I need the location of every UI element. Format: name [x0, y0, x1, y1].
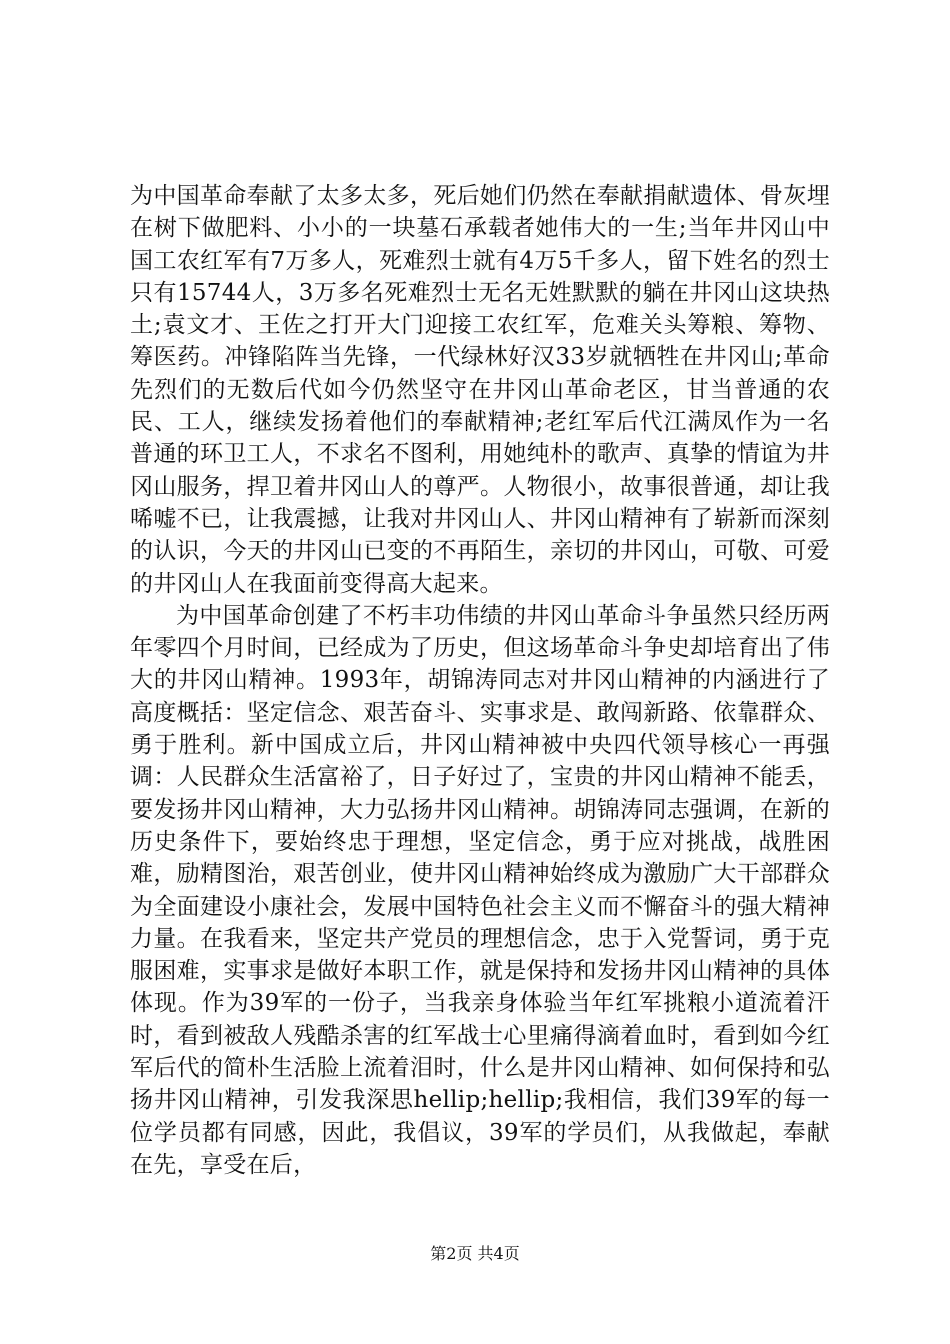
document-body	[130, 180, 830, 1181]
paragraph-1: 为中国革命奉献了太多太多，死后她们仍然在奉献捐献遗体、骨灰埋在树下做肥料、小小的一块墓石承载者她伟大的一生;当年井冈山中国工农红军有7万多人，死难烈士就有4万5千多人，留下姓名的烈士只有15744人，3万多名死难烈士无名无姓默默的躺在井冈山这块热土;袁文才、王佐之打开大门迎接工农红军，危难关头筹粮、筹物、筹医药。冲锋陷阵当先锋，一代绿林好汉33岁就牺牲在井冈山;革命先烈们的无数后代如今仍然坚守在井冈山革命老区，甘当普通的农民、工人，继续发扬着他们的奉献精神;老红军后代江满凤作为一名普通的环卫工人，不求名不图利，用她纯朴的歌声、真挚的情谊为井冈山服务，捍卫着井冈山人的尊严。人物很小，故事很普通，却让我唏嘘不已，让我震撼，让我对井冈山人、井冈山精神有了崭新而深刻的认识，今天的井冈山已变的不再陌生，亲切的井冈山，可敬、可爱的井冈山人在我面前变得高大起来。	[130, 183, 830, 597]
paragraph-2: 为中国革命创建了不朽丰功伟绩的井冈山革命斗争虽然只经历两年零四个月时间，已经成为了历史，但这场革命斗争史却培育出了伟大的井冈山精神。1993年，胡锦涛同志对井冈山精神的内涵进行了高度概括：坚定信念、艰苦奋斗、实事求是、敢闯新路、依靠群众、勇于胜利。新中国成立后，井冈山精神被中央四代领导核心一再强调：人民群众生活富裕了，日子好过了，宝贵的井冈山精神不能丢，要发扬井冈山精神，大力弘扬井冈山精神。胡锦涛同志强调，在新的历史条件下，要始终忠于理想，坚定信念，勇于应对挑战，战胜困难，励精图治，艰苦创业，使井冈山精神始终成为激励广大干部群众为全面建设小康社会，发展中国特色社会主义而不懈奋斗的强大精神力量。在我看来，坚定共产党员的理想信念，忠于入党誓词，勇于克服困难，实事求是做好本职工作，就是保持和发扬井冈山精神的具体体现。作为39军的一份子，当我亲身体验当年红军挑粮小道流着汗时，看到被敌人残酷杀害的红军战士心里痛得滴着血时，看到如今红军后代的简朴生活脸上流着泪时，什么是井冈山精神、如何保持和弘扬井冈山精神，引发我深思hellip;hellip;我相信，我们39军的每一位学员都有同感，因此，我倡议，39军的学员们，从我做起，奉献在先，享受在后，	[130, 602, 830, 1178]
page-number-footer: 第2页 共4页	[430, 1244, 520, 1263]
